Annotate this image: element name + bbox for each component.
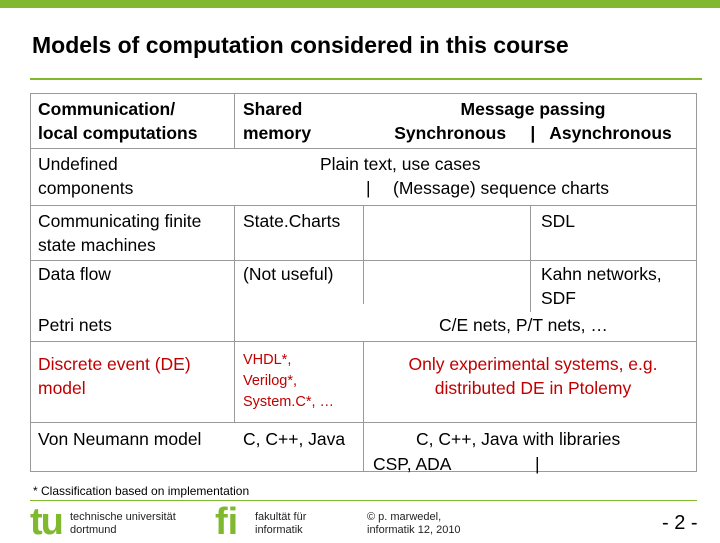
cell-c-cpp-java: C, C++, Java (243, 429, 346, 449)
header-synchronous: Synchronous (394, 123, 507, 143)
cell-kahn-networks (541, 262, 662, 310)
row-label-text: state machines (38, 235, 156, 255)
header-text: memory (243, 123, 312, 143)
row-label-von-neumann: Von Neumann model (38, 429, 202, 449)
cell-sdl: SDL (541, 211, 576, 231)
cell-text: Kahn networks, (541, 264, 662, 284)
row-divider (30, 148, 697, 149)
row-label-petri: Petri nets (38, 315, 112, 335)
university-name (70, 511, 176, 537)
row-label-dataflow: Data flow (38, 264, 111, 284)
col-divider (363, 341, 364, 422)
footer-text: informatik 12, 2010 (367, 524, 461, 536)
row-label-text: Communicating finite (38, 211, 202, 231)
header-sync-async (366, 121, 700, 145)
cell-experimental (366, 352, 700, 400)
cell-with-libraries: C, C++, Java with libraries (416, 429, 621, 449)
cell-text: distributed DE in Ptolemy (434, 378, 632, 398)
header-text: Shared (243, 99, 303, 119)
footer-text: technische universität (70, 511, 176, 523)
page-number: - 2 - (662, 512, 698, 534)
footnote: * Classification based on implementation (33, 484, 250, 498)
header-text: local computations (38, 123, 198, 143)
cell-text: Verilog*, (243, 373, 298, 389)
faculty-name (255, 511, 306, 537)
copyright (367, 511, 461, 537)
row-label-text: Discrete event (DE) (38, 354, 191, 374)
cell-separator: | (366, 178, 371, 198)
cell-statecharts: State.Charts (243, 211, 341, 231)
footer-text: dortmund (70, 524, 117, 536)
row-label-text: components (38, 178, 134, 198)
footer-rule (30, 500, 697, 501)
col-divider (530, 260, 531, 312)
col-divider (363, 205, 364, 260)
col-divider (363, 260, 364, 304)
header-separator: | (530, 123, 536, 143)
cell-not-useful: (Not useful) (243, 264, 334, 284)
top-accent-bar (0, 0, 720, 8)
tu-dortmund-logo: tu (30, 501, 62, 543)
row-label-fsm (38, 209, 201, 257)
footer-text: © p. marwedel, (367, 511, 442, 523)
slide-title: Models of computation considered in this course (32, 32, 569, 58)
row-label-discrete-event (38, 352, 191, 400)
row-label-text: Undefined (38, 154, 118, 174)
col-divider (234, 93, 235, 148)
cell-plain-text: Plain text, use cases (320, 154, 481, 174)
header-communication (38, 97, 197, 145)
header-text: Communication/ (38, 99, 176, 119)
cell-sequence-charts: (Message) sequence charts (393, 178, 609, 198)
row-label-text: model (38, 378, 86, 398)
fi-logo: fi (215, 501, 239, 543)
cell-csp-ada: CSP, ADA (373, 454, 452, 474)
header-message-passing (366, 97, 700, 145)
col-divider (234, 205, 235, 423)
col-divider (530, 205, 531, 260)
header-shared-memory (243, 97, 311, 145)
cell-separator: | (535, 454, 540, 474)
header-asynchronous: Asynchronous (549, 123, 672, 143)
cell-text: System.C*, … (243, 394, 335, 410)
header-text: Message passing (460, 99, 606, 119)
footer-text: fakultät für (255, 511, 307, 523)
cell-text: VHDL*, (243, 352, 292, 368)
title-rule (30, 78, 702, 80)
row-label-undefined (38, 152, 133, 200)
cell-petri-nets: C/E nets, P/T nets, … (439, 315, 608, 335)
cell-text: Only experimental systems, e.g. (408, 354, 658, 374)
col-divider (363, 422, 364, 472)
cell-vhdl-verilog (243, 350, 334, 413)
cell-text: SDF (541, 288, 576, 308)
footer-text: informatik (255, 524, 303, 536)
